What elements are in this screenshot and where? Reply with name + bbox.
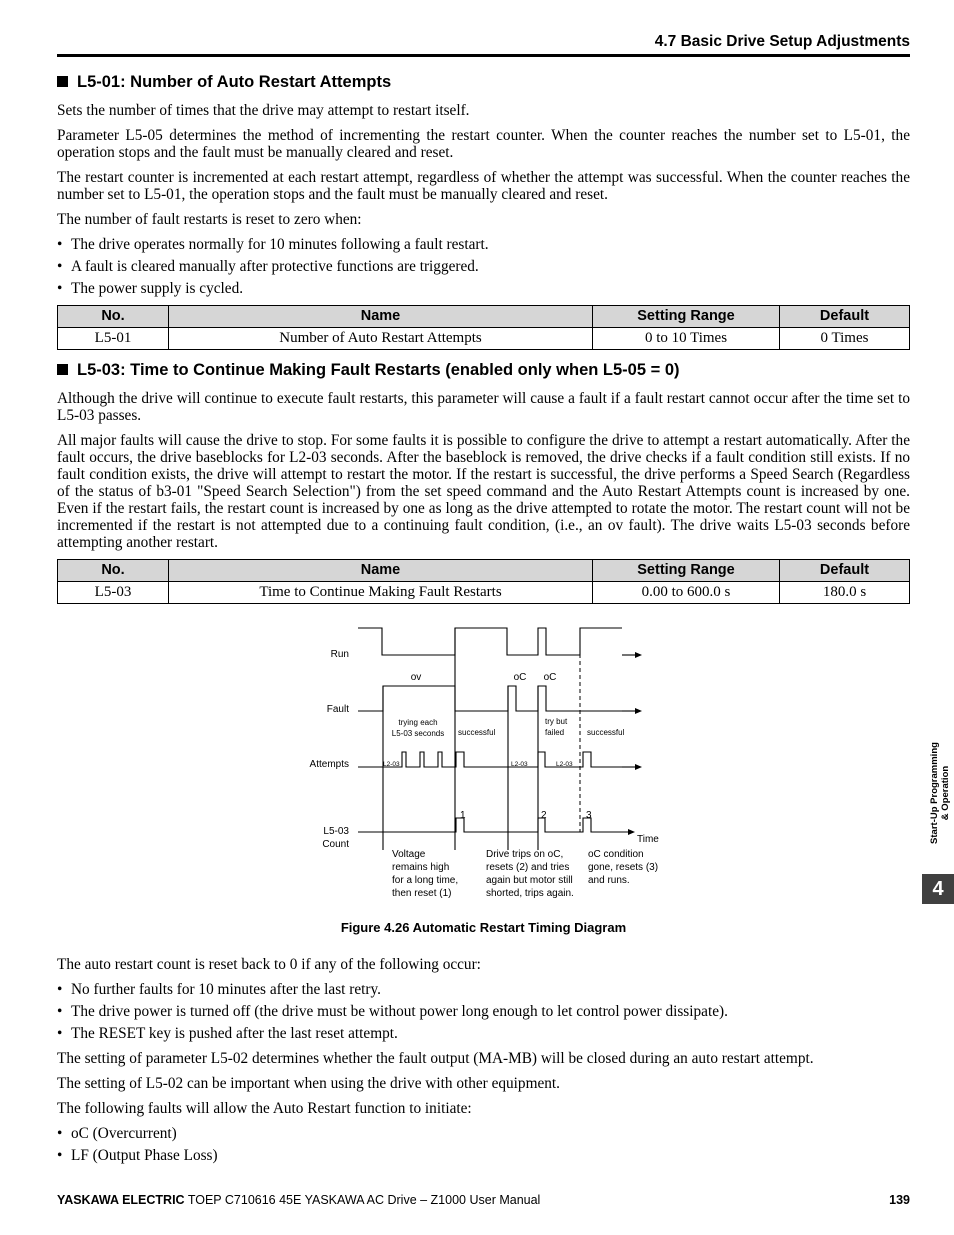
table-row	[58, 582, 910, 604]
heading-text: L5-01: Number of Auto Restart Attempts	[77, 73, 392, 91]
bullet-list	[57, 236, 910, 297]
cell-default: 180.0 s	[780, 582, 910, 604]
signal-labels	[310, 649, 660, 850]
cell-default: 0 Times	[780, 328, 910, 350]
note2-line3: again but motor still	[486, 875, 573, 886]
l2-03-label-1: L2-03	[383, 761, 400, 768]
count-numbers	[460, 810, 592, 821]
oc-label-2: oC	[543, 672, 557, 683]
trying-label-line1: trying each	[398, 718, 438, 727]
cell-no: L5-01	[58, 328, 169, 350]
note3-line1: oC condition	[588, 849, 644, 860]
time-label: Time	[637, 834, 659, 845]
parameter-table-l5-01	[57, 305, 910, 350]
list-item: • No further faults for 10 minutes after the last retry.	[57, 981, 910, 998]
page-footer	[57, 1193, 910, 1207]
list-item: • The power supply is cycled.	[57, 280, 910, 297]
fault-labels	[411, 672, 557, 683]
section-heading-l5-03	[57, 360, 910, 380]
list-item: • The drive power is turned off (the drive must be without power long enough to let control power dissipate).	[57, 1003, 910, 1020]
fault-label: Fault	[326, 704, 349, 715]
fault-waveform	[358, 686, 630, 711]
side-tab-label	[929, 713, 951, 873]
col-header-name: Name	[169, 306, 593, 328]
cell-no: L5-03	[58, 582, 169, 604]
l2-03-label-2: L2-03	[511, 761, 528, 768]
chapter-number: 4	[922, 874, 954, 904]
list-item: • The RESET key is pushed after the last reset attempt.	[57, 1025, 910, 1042]
footer-doc: TOEP C710616 45E YASKAWA AC Drive – Z1000 User Manual	[187, 1193, 541, 1207]
main-content	[57, 72, 910, 614]
bullet-list	[57, 1125, 910, 1164]
try-but-label-line1: try but	[545, 717, 568, 726]
note1-line1: Voltage	[392, 849, 426, 860]
list-item: • The drive operates normally for 10 minutes following a fault restart.	[57, 236, 910, 253]
attempts-label: Attempts	[309, 759, 349, 770]
oc-label-1: oC	[513, 672, 527, 683]
list-item: • LF (Output Phase Loss)	[57, 1147, 910, 1164]
parameter-table-l5-03	[57, 559, 910, 604]
col-header-default: Default	[780, 306, 910, 328]
main-content-continued	[57, 956, 910, 1172]
successful-label-1: successful	[458, 728, 496, 737]
arrowheads	[628, 652, 642, 835]
count-label-line2: Count	[322, 839, 349, 850]
section-heading-l5-01	[57, 72, 910, 92]
run-waveform	[358, 628, 622, 655]
paragraph: Sets the number of times that the drive may attempt to restart itself.	[57, 102, 470, 119]
list-item: • A fault is cleared manually after protective functions are triggered.	[57, 258, 910, 275]
col-header-range: Setting Range	[593, 560, 780, 582]
paragraph: All major faults will cause the drive to stop. For some faults it is possible to configure the drive to attempt a restart automatically. After the fault occurs, the drive baseblocks for L2-03 seconds. After the baseblock is removed, the drive checks if a fault condition still exists. If no fault condition exists, the drive will attempt to restart the motor. If the restart is successful, the drive performs a Speed Search (Regardless of the status of b3-01 "Speed Search Selection") from the set speed command and the Auto Restart Attempts count is increased by one. Even if the restart fails, the restart count is increased by one as long as the drive attempted to rotate the motor. The restart count will not be incremented if the restart is not attempted due to a continuing fault condition, (i.e., an ov fault). The drive waits L5-03 seconds before attempting another restart.	[57, 432, 910, 551]
try-but-label-line2: failed	[545, 728, 565, 737]
note3-line3: and runs.	[588, 875, 630, 886]
col-header-no: No.	[58, 306, 169, 328]
run-label: Run	[330, 649, 349, 660]
cell-range: 0 to 10 Times	[593, 328, 780, 350]
col-header-no: No.	[58, 560, 169, 582]
count-number-3: 3	[586, 810, 592, 821]
cell-range: 0.00 to 600.0 s	[593, 582, 780, 604]
count-number-2: 2	[541, 810, 547, 821]
header-rule	[57, 54, 910, 57]
ov-label: ov	[410, 672, 422, 683]
count-label-line1: L5-03	[323, 826, 349, 837]
paragraph: The following faults will allow the Auto Restart function to initiate:	[57, 1100, 472, 1117]
heading-text: L5-03: Time to Continue Making Fault Restarts (enabled only when L5-05 = 0)	[77, 361, 680, 379]
col-header-name: Name	[169, 560, 593, 582]
paragraph: The number of fault restarts is reset to zero when:	[57, 211, 362, 228]
successful-label-2: successful	[587, 728, 625, 737]
paragraph: Parameter L5-05 determines the method of incrementing the restart counter. When the counter reaches the number set to L5-01, the operation stops and the fault must be manually cleared and reset.	[57, 127, 910, 161]
note1-line2: remains high	[392, 862, 450, 873]
list-item: • oC (Overcurrent)	[57, 1125, 910, 1142]
col-header-range: Setting Range	[593, 306, 780, 328]
figure-caption: Figure 4.26 Automatic Restart Timing Diagram	[340, 920, 627, 935]
side-tab-line1: Start-Up Programming	[929, 742, 940, 844]
chapter-side-tab	[922, 712, 954, 922]
footer-brand: YASKAWA ELECTRIC	[57, 1193, 185, 1207]
count-number-1: 1	[460, 810, 466, 821]
trying-label-line2: L5-03 seconds	[391, 729, 445, 738]
page-number: 139	[889, 1193, 910, 1207]
paragraph: The restart counter is incremented at each restart attempt, regardless of whether the attempt was successful. When the counter reaches the number set to L5-01, the operation stops and the fault must be manually cleared and reset.	[57, 169, 910, 203]
note2-line1: Drive trips on oC,	[486, 849, 564, 860]
event-notes	[392, 849, 658, 899]
table-row	[58, 328, 910, 350]
bullet-square-icon	[57, 76, 68, 87]
note1-line3: for a long time,	[392, 875, 459, 886]
section-header: 4.7 Basic Drive Setup Adjustments	[654, 33, 910, 50]
cell-name: Number of Auto Restart Attempts	[169, 328, 593, 350]
l2-03-label-3: L2-03	[556, 761, 573, 768]
bullet-list	[57, 981, 910, 1042]
note3-line2: gone, resets (3)	[588, 862, 659, 873]
cell-name: Time to Continue Making Fault Restarts	[169, 582, 593, 604]
timing-diagram	[300, 620, 700, 910]
paragraph: The setting of parameter L5-02 determines whether the fault output (MA-MB) will be closed during an auto restart attempt.	[57, 1050, 814, 1067]
paragraph: Although the drive will continue to execute fault restarts, this parameter will cause a fault if a fault restart cannot occur after the time set to L5-03 passes.	[57, 390, 910, 424]
col-header-default: Default	[780, 560, 910, 582]
paragraph: The auto restart count is reset back to 0 if any of the following occur:	[57, 956, 481, 973]
side-tab-line2: & Operation	[940, 765, 951, 821]
bullet-square-icon	[57, 364, 68, 375]
note2-line4: shorted, trips again.	[486, 888, 574, 899]
paragraph: The setting of L5-02 can be important when using the drive with other equipment.	[57, 1075, 560, 1092]
note1-line4: then reset (1)	[392, 888, 452, 899]
note2-line2: resets (2) and tries	[486, 862, 570, 873]
